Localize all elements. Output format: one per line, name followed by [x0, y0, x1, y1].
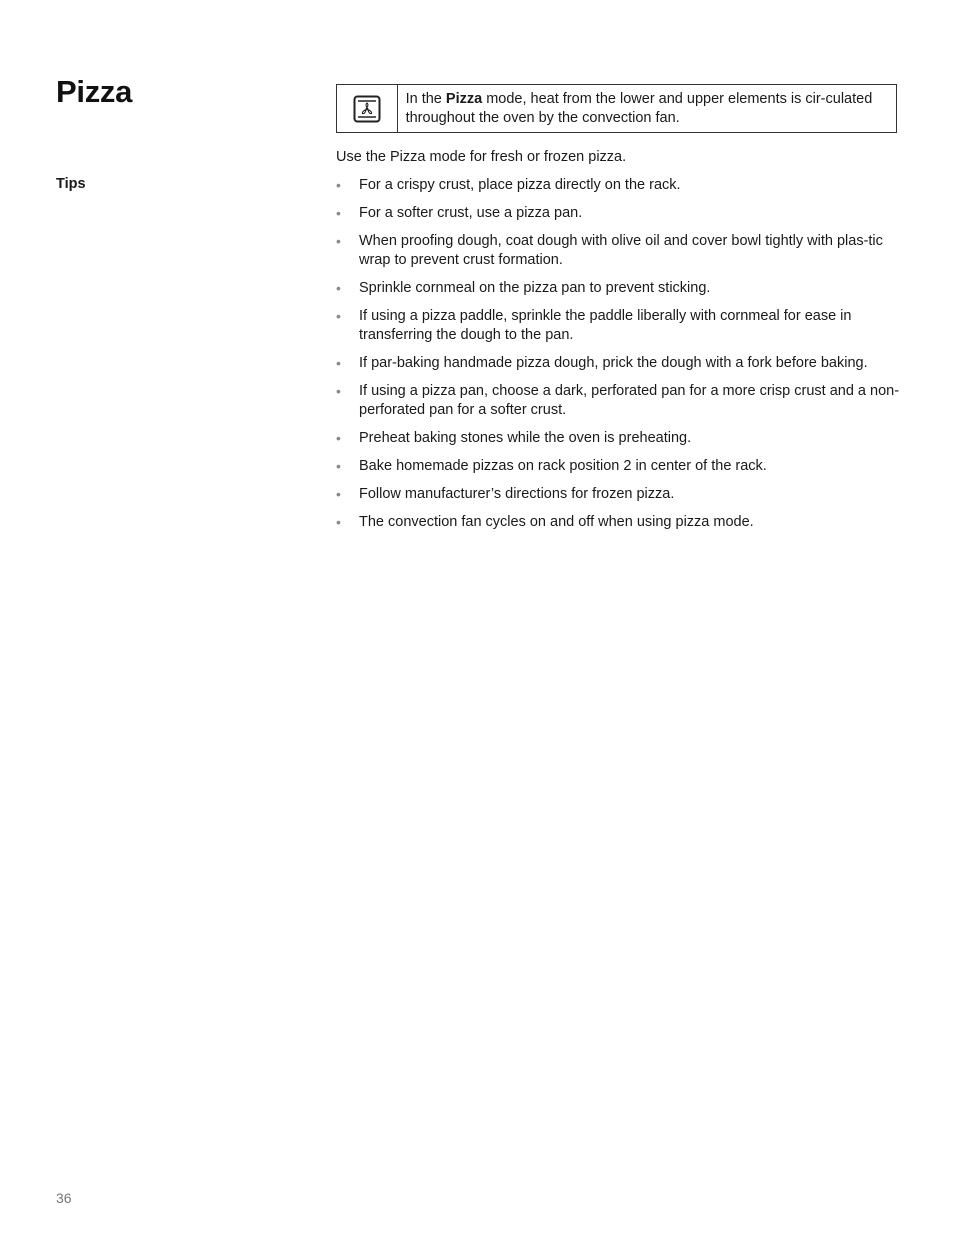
- tip-text: If using a pizza paddle, sprinkle the paddle liberally with cornmeal for ease in transferring the dough to the pan.: [359, 308, 852, 343]
- mode-desc-prefix: In the: [405, 91, 446, 107]
- oven-pizza-fan-icon: [353, 95, 381, 123]
- bullet-icon: •: [336, 177, 341, 193]
- tips-heading: Tips: [56, 176, 86, 192]
- tip-text: If par-baking handmade pizza dough, prick the dough with a fork before baking.: [359, 355, 868, 371]
- tip-text: When proofing dough, coat dough with olive oil and cover bowl tightly with plas-tic wrap to prevent crust formation.: [359, 233, 883, 268]
- mode-description-box: [336, 84, 897, 133]
- bullet-icon: •: [336, 205, 341, 221]
- bullet-icon: •: [336, 383, 341, 399]
- tip-text: For a softer crust, use a pizza pan.: [359, 205, 583, 221]
- bullet-icon: •: [336, 430, 341, 446]
- tip-item: [336, 457, 902, 476]
- tip-item: [336, 485, 902, 504]
- mode-description: [398, 85, 896, 132]
- tip-text: If using a pizza pan, choose a dark, perforated pan for a more crisp crust and a non-perforated pan for a softer crust.: [359, 383, 900, 418]
- page-number: 36: [56, 1190, 72, 1206]
- mode-desc-suffix: mode, heat from the lower and upper elements is cir-culated throughout the oven by the convection fan.: [405, 91, 873, 126]
- bullet-icon: •: [336, 308, 341, 324]
- bullet-icon: •: [336, 280, 341, 296]
- tip-item: [336, 279, 902, 298]
- bullet-icon: •: [336, 233, 341, 249]
- tip-text: The convection fan cycles on and off when using pizza mode.: [359, 514, 754, 530]
- bullet-icon: •: [336, 514, 341, 530]
- tip-item: [336, 354, 902, 373]
- tip-text: Preheat baking stones while the oven is preheating.: [359, 430, 692, 446]
- tip-text: For a crispy crust, place pizza directly on the rack.: [359, 177, 681, 193]
- bullet-icon: •: [336, 486, 341, 502]
- tip-item: [336, 204, 902, 223]
- tip-item: [336, 429, 902, 448]
- tip-item: [336, 176, 902, 195]
- tip-item: [336, 382, 902, 420]
- intro-text: Use the Pizza mode for fresh or frozen pizza.: [336, 149, 627, 165]
- mode-icon-cell: [337, 85, 398, 132]
- page-title: Pizza: [56, 74, 133, 109]
- tip-item: [336, 513, 902, 532]
- tips-list: [336, 176, 902, 541]
- bullet-icon: •: [336, 458, 341, 474]
- tip-text: Sprinkle cornmeal on the pizza pan to prevent sticking.: [359, 280, 711, 296]
- bullet-icon: •: [336, 355, 341, 371]
- tip-item: [336, 232, 902, 270]
- tip-text: Follow manufacturer’s directions for frozen pizza.: [359, 486, 675, 502]
- tip-text: Bake homemade pizzas on rack position 2 in center of the rack.: [359, 458, 767, 474]
- tip-item: [336, 307, 902, 345]
- mode-desc-bold: Pizza: [445, 91, 483, 107]
